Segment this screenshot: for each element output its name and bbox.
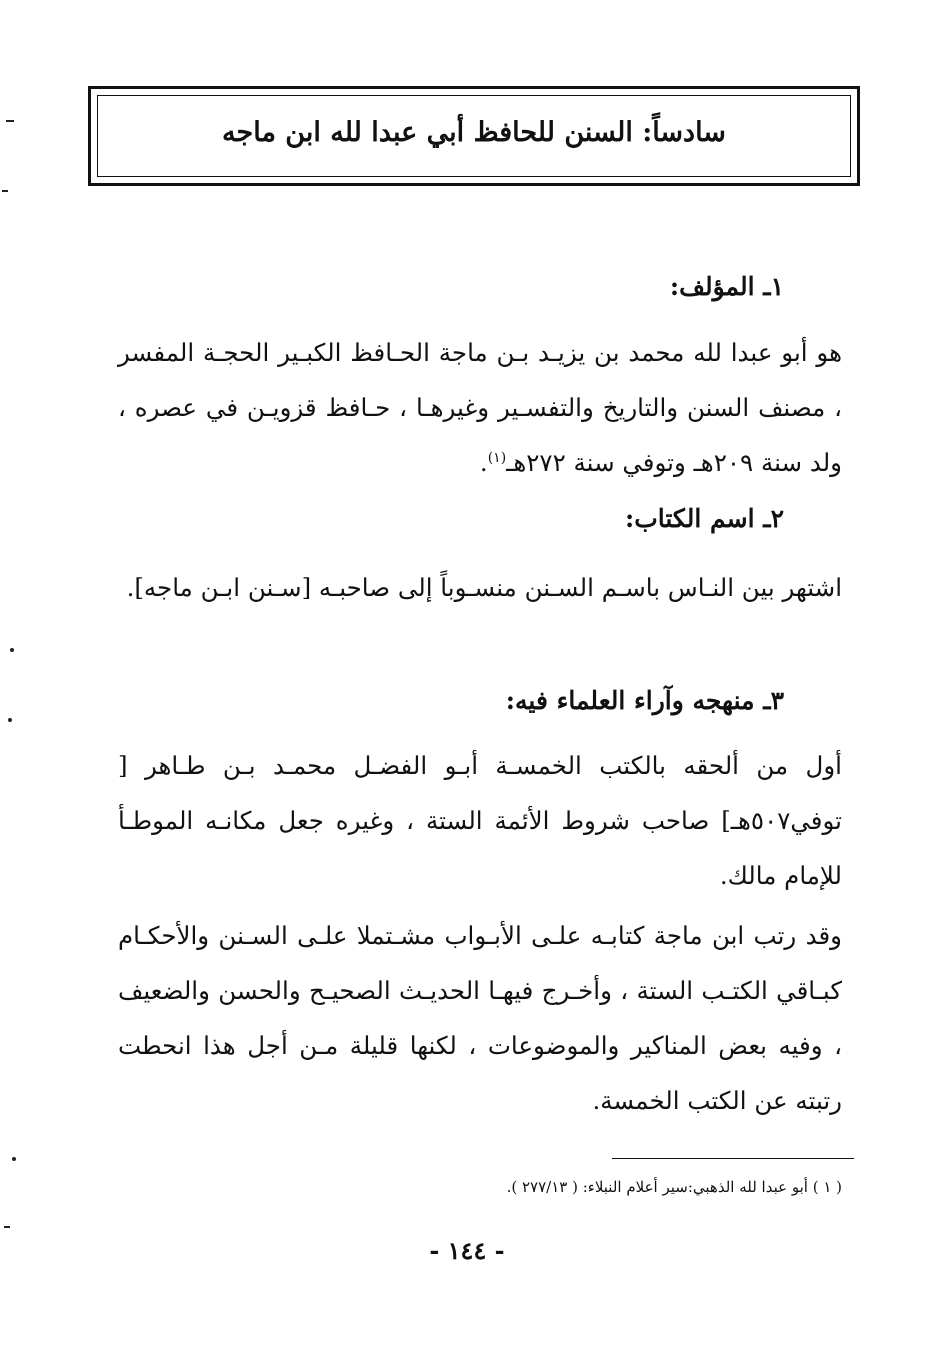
margin-mark [10,648,14,652]
margin-mark [8,718,12,722]
section-heading-author: ١ـ المؤلف: [669,272,784,301]
page-title: سادساً: السنن للحافظ أبي عبدا لله ابن ماجه [222,117,726,148]
section-text-book-name: اشتهر بين النـاس باسـم السـنن منسـوباً إلى صاحبـه [سـنن ابـن ماجه]. [126,573,842,602]
section-text-author [118,325,842,490]
section-heading-book-name: ٢ـ اسم الكتاب: [625,504,784,533]
author-text: هو أبو عبدا لله محمد بن يزيـد بـن ماجة الحـافظ الكبـير الحجـة المفسر ، مصنف السنن والتاريخ والتفسـير وغيرهـا ، حـافظ قزويـن في عصره ، ولد سنة ٢٠٩هـ وتوفي سنة ٢٧٢هـ [118,338,842,477]
footnote: ( ١ ) أبو عبدا لله الذهبي:سير أعلام النبلاء: ( ٢٧٧/١٣ ). [506,1178,842,1196]
margin-mark [12,1157,16,1161]
margin-mark [4,1226,10,1228]
section-text-arrangement: وقد رتب ابن ماجة كتابـه علـى الأبـواب مشـتملا علـى السـنن والأحكـام كبـاقي الكتـب الستة ، وأخـرج فيهـا الحديـث الصحيـح والحسن والضعيف ، وفيه بعض المناكير والموضوعات ، لكنها قليلة مـن أجل هذا انحطت رتبته عن الكتب الخمسة. [118,921,842,1115]
margin-mark [2,190,8,192]
section-text-method: أول من ألحقه بالكتب الخمسـة أبـو الفضـل محمـد بـن طـاهر [ توفي٥٠٧هـ] صاحب شروط الأئمة الستة ، وغيره جعل مكانـه الموطـأ للإمام مالك. [118,751,842,890]
page-number: - ١٤٤ - [429,1236,505,1265]
footnote-separator [612,1158,854,1159]
title-frame [88,86,860,186]
footnote-reference: (١) [487,449,507,466]
author-text-end: . [479,448,488,477]
margin-mark [6,120,14,122]
section-heading-method: ٣ـ منهجه وآراء العلماء فيه: [505,686,784,715]
